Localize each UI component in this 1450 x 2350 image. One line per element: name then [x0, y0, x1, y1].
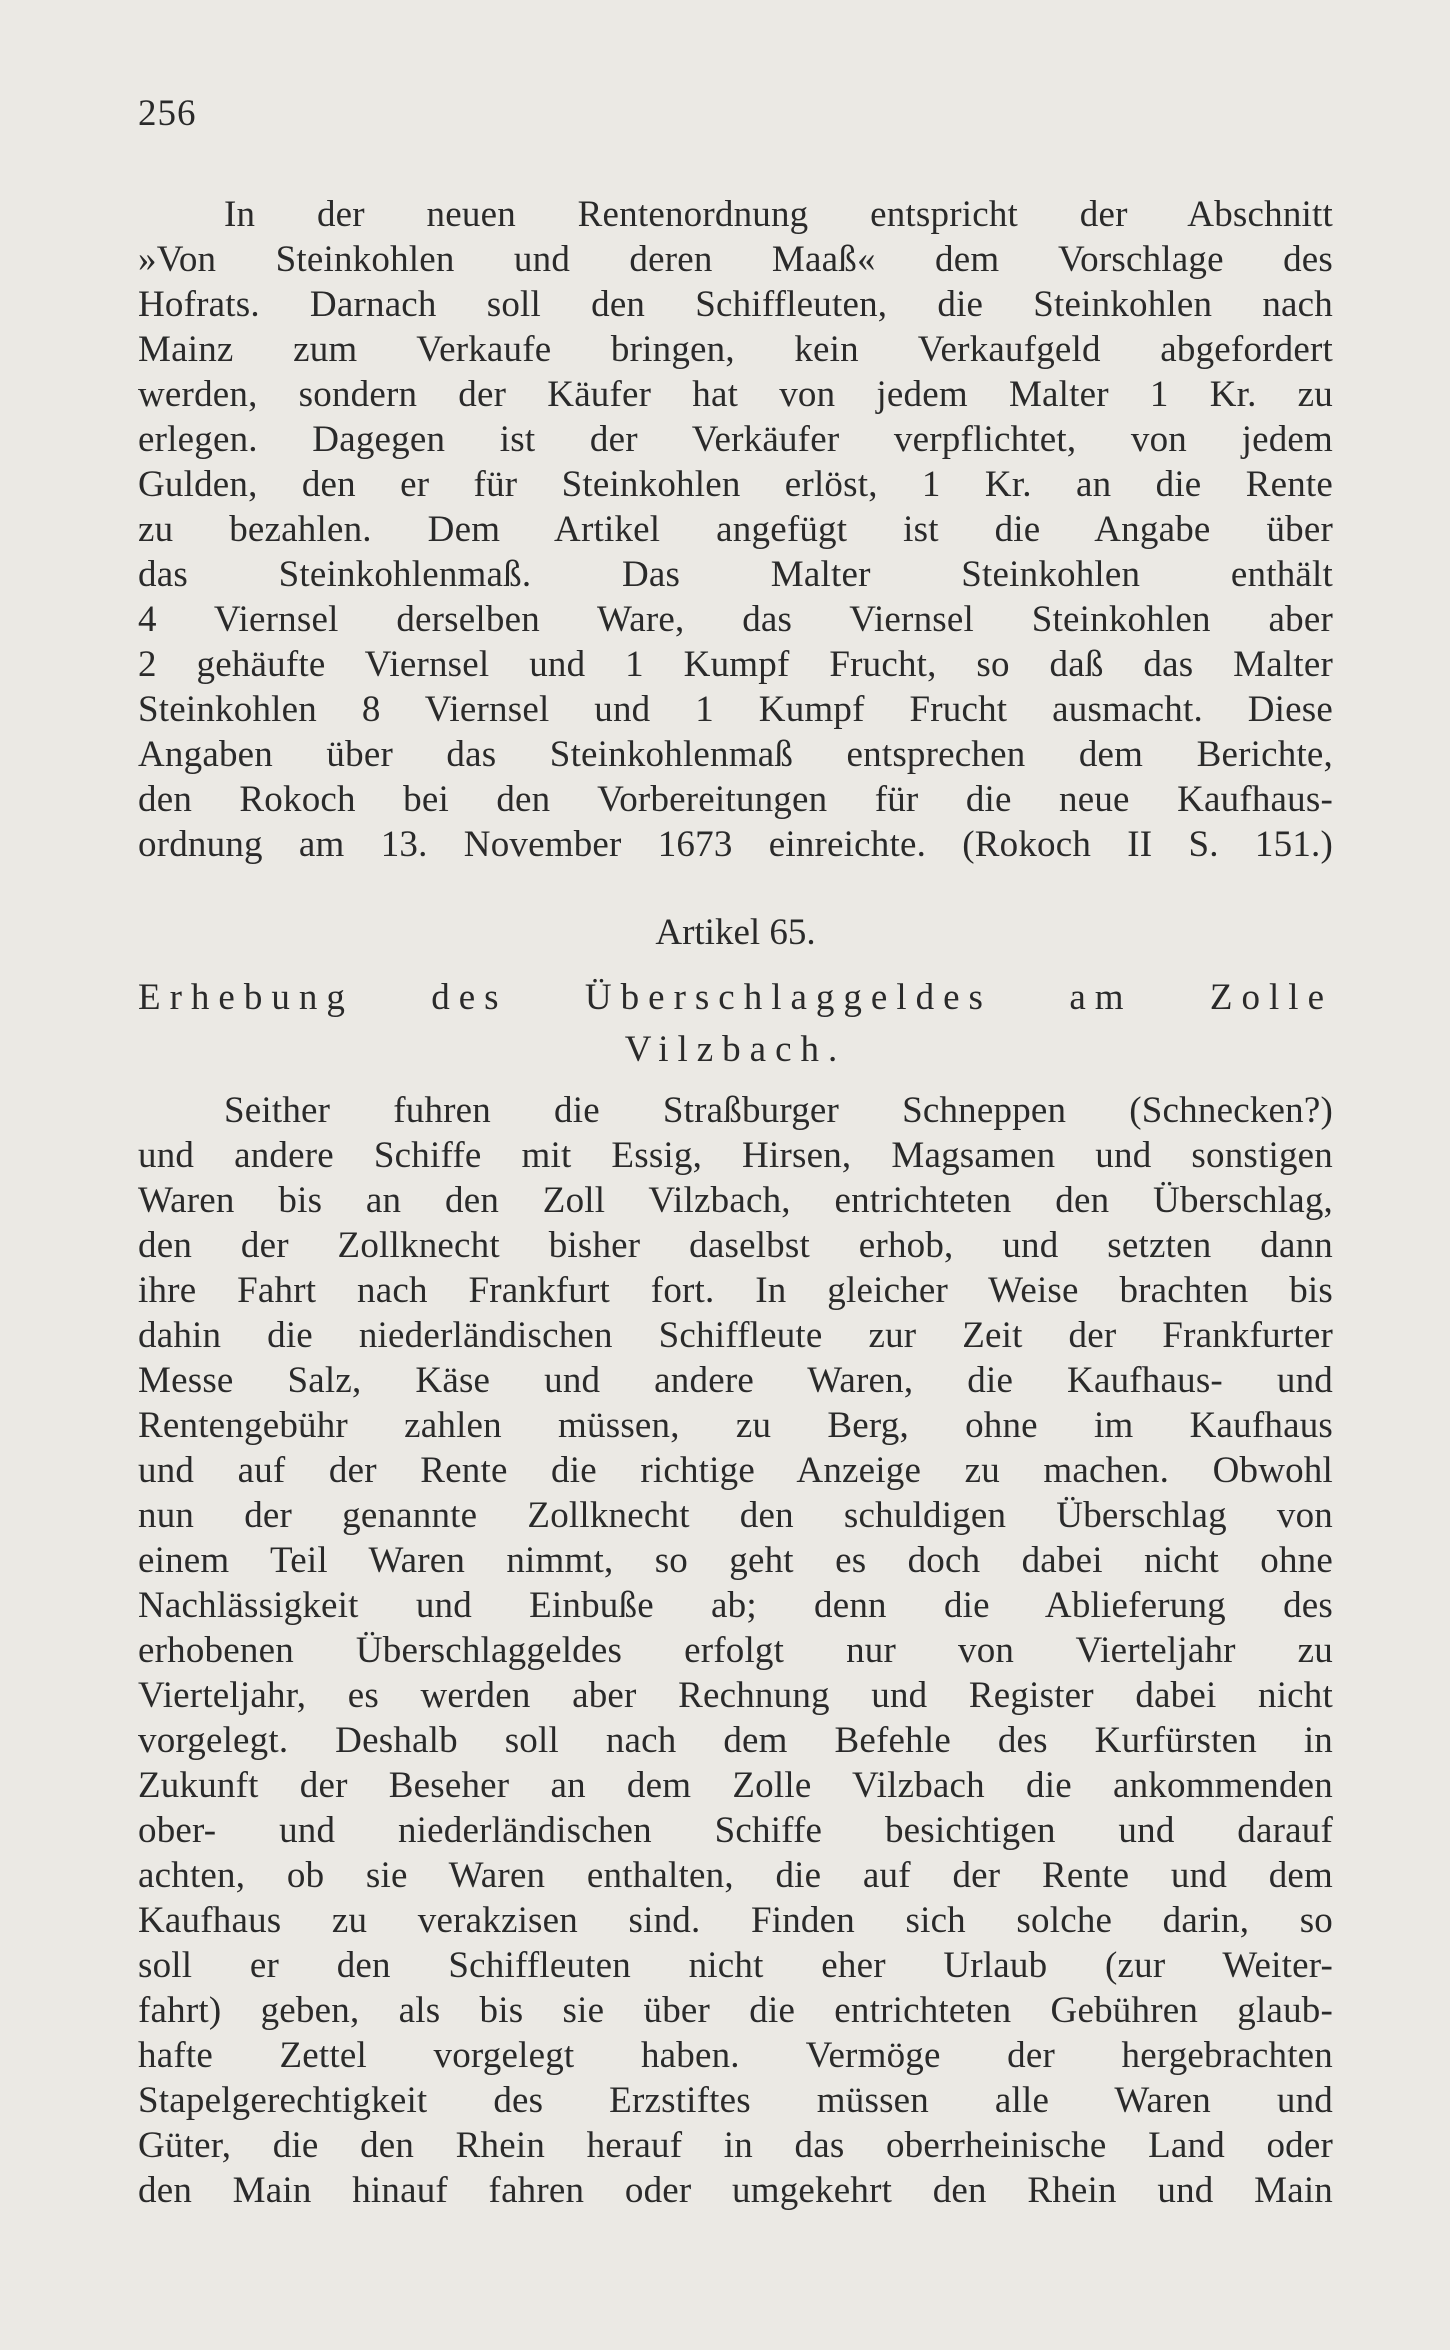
text-line: Hofrats. Darnach soll den Schiffleuten, die Steinkohlen nach: [138, 284, 1333, 325]
text-line: Vierteljahr, es werden aber Rechnung und Register dabei nicht: [138, 1675, 1333, 1716]
text-line: Waren bis an den Zoll Vilzbach, entrichteten den Überschlag,: [138, 1180, 1333, 1221]
text-line: Kaufhaus zu verakzisen sind. Finden sich solche darin, so: [138, 1900, 1333, 1941]
text-line: erlegen. Dagegen ist der Verkäufer verpflichtet, von jedem: [138, 419, 1333, 460]
text-line: dahin die niederländischen Schiffleute zur Zeit der Frankfurter: [138, 1315, 1333, 1356]
text-line: Seither fuhren die Straßburger Schneppen (Schnecken?): [224, 1090, 1333, 1131]
text-line: In der neuen Rentenordnung entspricht der Abschnitt: [224, 194, 1333, 235]
text-line: nun der genannte Zollknecht den schuldigen Überschlag von: [138, 1495, 1333, 1536]
paragraph-rentenordnung: [138, 192, 1333, 867]
text-line: 2 gehäufte Viernsel und 1 Kumpf Frucht, so daß das Malter: [138, 644, 1333, 685]
text-line: hafte Zettel vorgelegt haben. Vermöge der hergebrachten: [138, 2035, 1333, 2076]
text-line: einem Teil Waren nimmt, so geht es doch dabei nicht ohne: [138, 1540, 1333, 1581]
text-line: vorgelegt. Deshalb soll nach dem Befehle des Kurfürsten in: [138, 1720, 1333, 1761]
text-line: Güter, die den Rhein herauf in das oberrheinische Land oder: [138, 2125, 1333, 2166]
article-title-line-2: Vilzbach.: [624, 1029, 847, 1070]
text-line: Steinkohlen 8 Viernsel und 1 Kumpf Frucht ausmacht. Diese: [138, 689, 1333, 730]
page-number: 256: [138, 93, 197, 134]
text-line: das Steinkohlenmaß. Das Malter Steinkohlen enthält: [138, 554, 1333, 595]
text-line: ober- und niederländischen Schiffe besichtigen und darauf: [138, 1810, 1333, 1851]
text-line: Messe Salz, Käse und andere Waren, die Kaufhaus- und: [138, 1360, 1333, 1401]
text-line: den der Zollknecht bisher daselbst erhob, und setzten dann: [138, 1225, 1333, 1266]
text-line: soll er den Schiffleuten nicht eher Urlaub (zur Weiter-: [138, 1945, 1333, 1986]
paragraph-vilzbach: [138, 1088, 1333, 2213]
text-line: den Rokoch bei den Vorbereitungen für die neue Kaufhaus-: [138, 779, 1333, 820]
text-line: 4 Viernsel derselben Ware, das Viernsel Steinkohlen aber: [138, 599, 1333, 640]
text-line: den Main hinauf fahren oder umgekehrt den Rhein und Main: [138, 2170, 1333, 2211]
text-line: ordnung am 13. November 1673 einreichte. (Rokoch II S. 151.): [138, 824, 1333, 865]
text-line: Angaben über das Steinkohlenmaß entsprechen dem Berichte,: [138, 734, 1333, 775]
text-line: Nachlässigkeit und Einbuße ab; denn die Ablieferung des: [138, 1585, 1333, 1626]
text-line: fahrt) geben, als bis sie über die entrichteten Gebühren glaub-: [138, 1990, 1333, 2031]
text-line: »Von Steinkohlen und deren Maaß« dem Vorschlage des: [138, 239, 1333, 280]
article-label: Artikel 65.: [655, 912, 816, 953]
text-line: Mainz zum Verkaufe bringen, kein Verkaufgeld abgefordert: [138, 329, 1333, 370]
text-line: Stapelgerechtigkeit des Erzstiftes müssen alle Waren und: [138, 2080, 1333, 2121]
text-line: zu bezahlen. Dem Artikel angefügt ist die Angabe über: [138, 509, 1333, 550]
text-line: erhobenen Überschlaggeldes erfolgt nur von Vierteljahr zu: [138, 1630, 1333, 1671]
text-line: werden, sondern der Käufer hat von jedem Malter 1 Kr. zu: [138, 374, 1333, 415]
text-line: achten, ob sie Waren enthalten, die auf der Rente und dem: [138, 1855, 1333, 1896]
article-title-line-1: Erhebung des Überschlaggeldes am Zolle: [138, 977, 1333, 1018]
text-line: Gulden, den er für Steinkohlen erlöst, 1 Kr. an die Rente: [138, 464, 1333, 505]
text-line: Rentengebühr zahlen müssen, zu Berg, ohne im Kaufhaus: [138, 1405, 1333, 1446]
text-line: und auf der Rente die richtige Anzeige zu machen. Obwohl: [138, 1450, 1333, 1491]
text-line: und andere Schiffe mit Essig, Hirsen, Magsamen und sonstigen: [138, 1135, 1333, 1176]
text-line: ihre Fahrt nach Frankfurt fort. In gleicher Weise brachten bis: [138, 1270, 1333, 1311]
text-line: Zukunft der Beseher an dem Zolle Vilzbach die ankommenden: [138, 1765, 1333, 1806]
